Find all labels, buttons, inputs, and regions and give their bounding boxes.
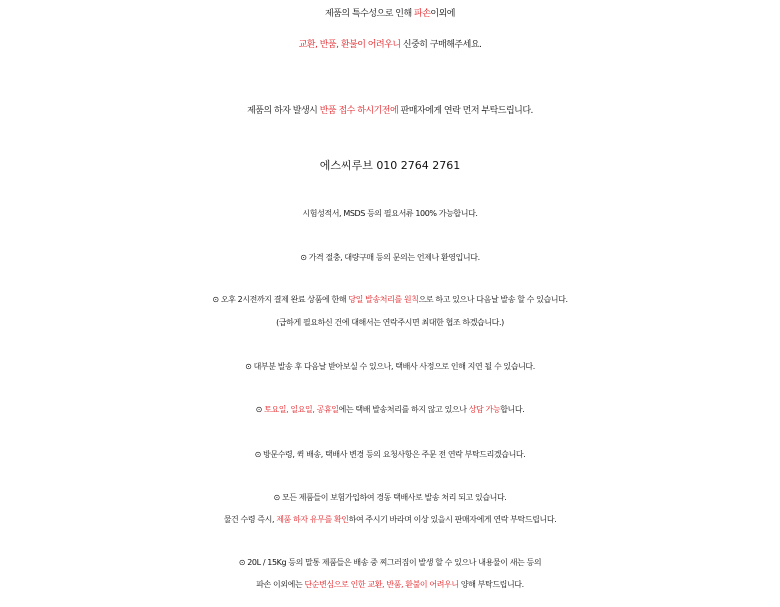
notice-text: 신중히 구매해주세요. [400, 40, 482, 50]
notice-text: 시험성적서, MSDS 등의 필요서류 100% 가능합니다. [302, 209, 478, 218]
notice-line-documents [0, 210, 780, 218]
notice-text: ⊙ 오후 2시전까지 결제 완료 상품에 한해 [212, 295, 349, 304]
notice-line-requests [0, 451, 780, 459]
notice-text: ⊙ 20L / 15Kg 등의 말통 제품들은 배송 중 찌그러짐이 발생 할 수 있으나 내용물이 새는 등의 [238, 558, 542, 567]
notice-line-price [0, 254, 780, 262]
notice-line-shipping [0, 296, 780, 304]
notice-highlight: 단순변심으로 인한 교환, 반품, 환불이 어려우니 [304, 580, 459, 589]
notice-text: 에스씨루브 010 2764 2761 [319, 159, 461, 172]
notice-line-urgent [0, 319, 780, 327]
notice-text: ⊙ 가격 절충, 대량구매 등의 문의는 언제나 환영입니다. [300, 253, 480, 262]
notice-text: ⊙ 대부분 발송 후 다음날 받아보실 수 있으나, 택배사 사정으로 인해 지연 될 수 있습니다. [245, 362, 535, 371]
notice-line-holidays [0, 406, 780, 414]
notice-line-no-return [0, 581, 780, 589]
notice-highlight: 당일 발송처리를 원칙 [348, 295, 419, 304]
notice-text: 파손 이외에는 [256, 580, 305, 589]
notice-text: 물건 수령 즉시, [223, 515, 277, 524]
notice-text: 판매자에게 연락 먼저 부탁드립니다. [398, 106, 533, 116]
notice-text: (급하게 필요하신 건에 대해서는 연락주시면 최대한 협조 하겠습니다.) [276, 318, 504, 327]
notice-text: 양해 부탁드립니다. [458, 580, 524, 589]
notice-text: 이외에 [430, 9, 455, 19]
notice-highlight: 토요일, 일요일, 공휴일 [264, 405, 339, 414]
notice-text: ⊙ 방문수령, 퀵 배송, 택배사 변경 등의 요청사항은 주문 전 연락 부탁드리겠습니다. [254, 450, 526, 459]
phone-number [0, 160, 780, 171]
notice-text: ⊙ 모든 제품들이 보험가입하여 경동 택배사로 발송 처리 되고 있습니다. [273, 493, 507, 502]
notice-highlight: 교환, 반품, 환불이 어려우니 [298, 40, 401, 50]
notice-line-containers [0, 559, 780, 567]
notice-text: 제품의 하자 발생시 [247, 106, 320, 116]
notice-line-delivery [0, 363, 780, 371]
notice-highlight: 반품 접수 하시기전에 [319, 106, 399, 116]
notice-line-3 [0, 107, 780, 116]
notice-highlight: 상담 가능 [468, 405, 501, 414]
notice-text: 합니다. [500, 405, 525, 414]
notice-line-2 [0, 41, 780, 50]
notice-text: ⊙ [255, 405, 265, 414]
notice-line-inspect [0, 516, 780, 524]
notice-highlight: 제품 하자 유무를 확인 [276, 515, 349, 524]
notice-text: 제품의 특수성으로 인해 [324, 9, 415, 19]
notice-text: 으로 하고 있으나 다음날 발송 할 수 있습니다. [418, 295, 568, 304]
notice-line-1 [0, 10, 780, 19]
notice-highlight: 파손 [414, 9, 431, 19]
notice-text: 에는 택배 발송처리를 하지 않고 있으나 [338, 405, 469, 414]
notice-text: 하여 주시기 바라며 이상 있을시 판매자에게 연락 부탁드립니다. [348, 515, 557, 524]
notice-line-insurance [0, 494, 780, 502]
